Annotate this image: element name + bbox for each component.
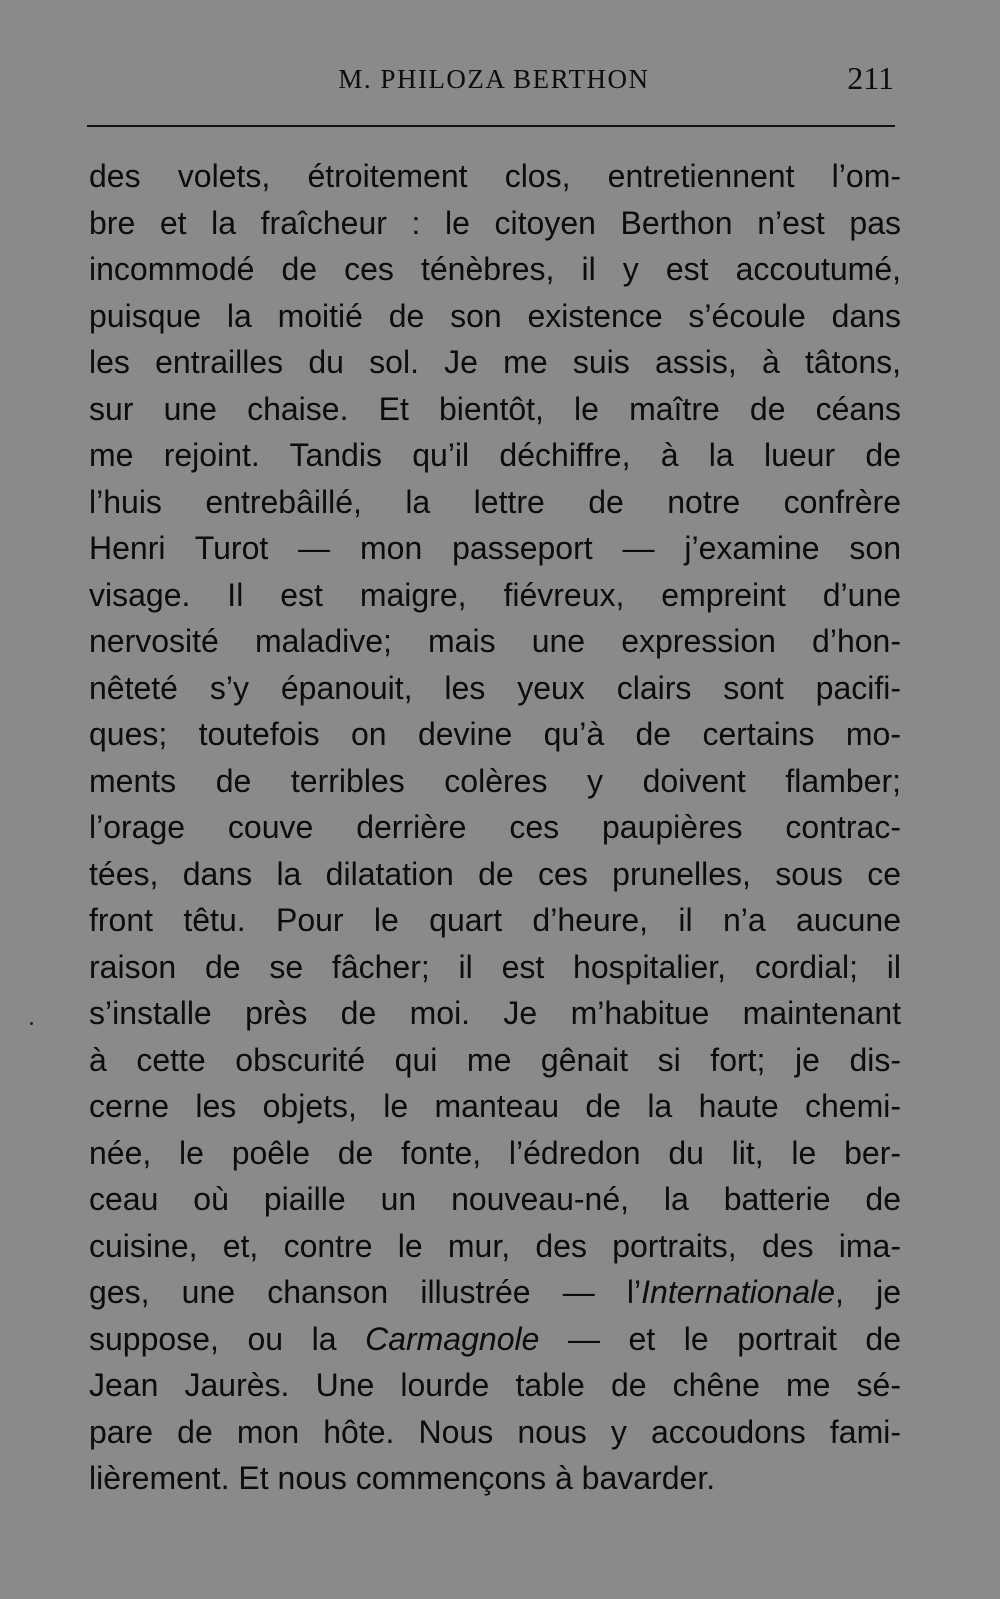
text-line: tées, dans la dilatation de ces prunelles, sous ce — [89, 855, 901, 892]
text-line: sur une chaise. Et bientôt, le maître de céans — [89, 390, 901, 427]
text-line: s’installe près de moi. Je m’habitue maintenant — [89, 995, 901, 1031]
text-line: front têtu. Pour le quart d’heure, il n’a aucune — [89, 902, 901, 938]
running-title: M. PHILOZA BERTHON — [338, 64, 650, 94]
text-line: nervosité maladive; mais une expression d’hon- — [89, 623, 901, 659]
text-line: née, le poêle de fonte, l’édredon du lit, le ber- — [89, 1134, 901, 1171]
text-line: me rejoint. Tandis qu’il déchiffre, à la lueur de — [89, 437, 901, 473]
text-line: incommodé de ces ténèbres, il y est accoutumé, — [89, 251, 901, 287]
text-line: cerne les objets, le manteau de la haute chemi- — [89, 1088, 901, 1124]
body-text — [89, 153, 901, 1502]
text-line: visage. Il est maigre, fiévreux, empreint d’une — [89, 576, 901, 613]
text-line: ments de terribles colères y doivent flamber; — [89, 762, 901, 799]
italic-title-internationale: Internationale — [641, 1274, 836, 1310]
text-run: , je — [835, 1274, 901, 1310]
text-line: l’orage couve derrière ces paupières contrac- — [89, 809, 901, 845]
text-line — [89, 1316, 901, 1363]
text-line: l’huis entrebâillé, la lettre de notre confrère — [89, 483, 901, 520]
text-line-last: lièrement. Et nous commençons à bavarder. — [89, 1460, 716, 1496]
italic-title-carmagnole: Carmagnole — [365, 1320, 540, 1357]
text-line: nêteté s’y épanouit, les yeux clairs sont pacifi- — [89, 669, 901, 706]
text-line: Henri Turot — mon passeport — j’examine son — [89, 530, 901, 566]
text-run: suppose, ou la — [89, 1320, 366, 1357]
text-line: raison de se fâcher; il est hospitalier, cordial; il — [89, 948, 901, 985]
page-number: 211 — [847, 60, 894, 96]
text-line: les entrailles du sol. Je me suis assis, à tâtons, — [89, 344, 901, 380]
text-line: ceau où piaille un nouveau-né, la batterie de — [89, 1181, 901, 1217]
text-line — [89, 1269, 901, 1316]
text-line: à cette obscurité qui me gênait si fort; je dis- — [89, 1041, 901, 1078]
text-line: des volets, étroitement clos, entretiennent l’om- — [89, 158, 901, 194]
text-line: puisque la moitié de son existence s’écoule dans — [89, 297, 901, 334]
text-line: cuisine, et, contre le mur, des portraits, des ima- — [89, 1227, 901, 1264]
text-run: — et le portrait de — [539, 1320, 902, 1357]
print-speck — [30, 1022, 33, 1025]
text-line: bre et la fraîcheur : le citoyen Berthon n’est pas — [89, 204, 901, 241]
text-line: pare de mon hôte. Nous nous y accoudons fami- — [89, 1413, 901, 1450]
text-run: ges, une chanson illustrée — l’ — [89, 1274, 642, 1310]
running-header — [90, 58, 898, 108]
header-rule — [87, 125, 895, 127]
text-line: ques; toutefois on devine qu’à de certains mo- — [89, 716, 901, 752]
text-line: Jean Jaurès. Une lourde table de chêne me sé- — [89, 1367, 901, 1403]
